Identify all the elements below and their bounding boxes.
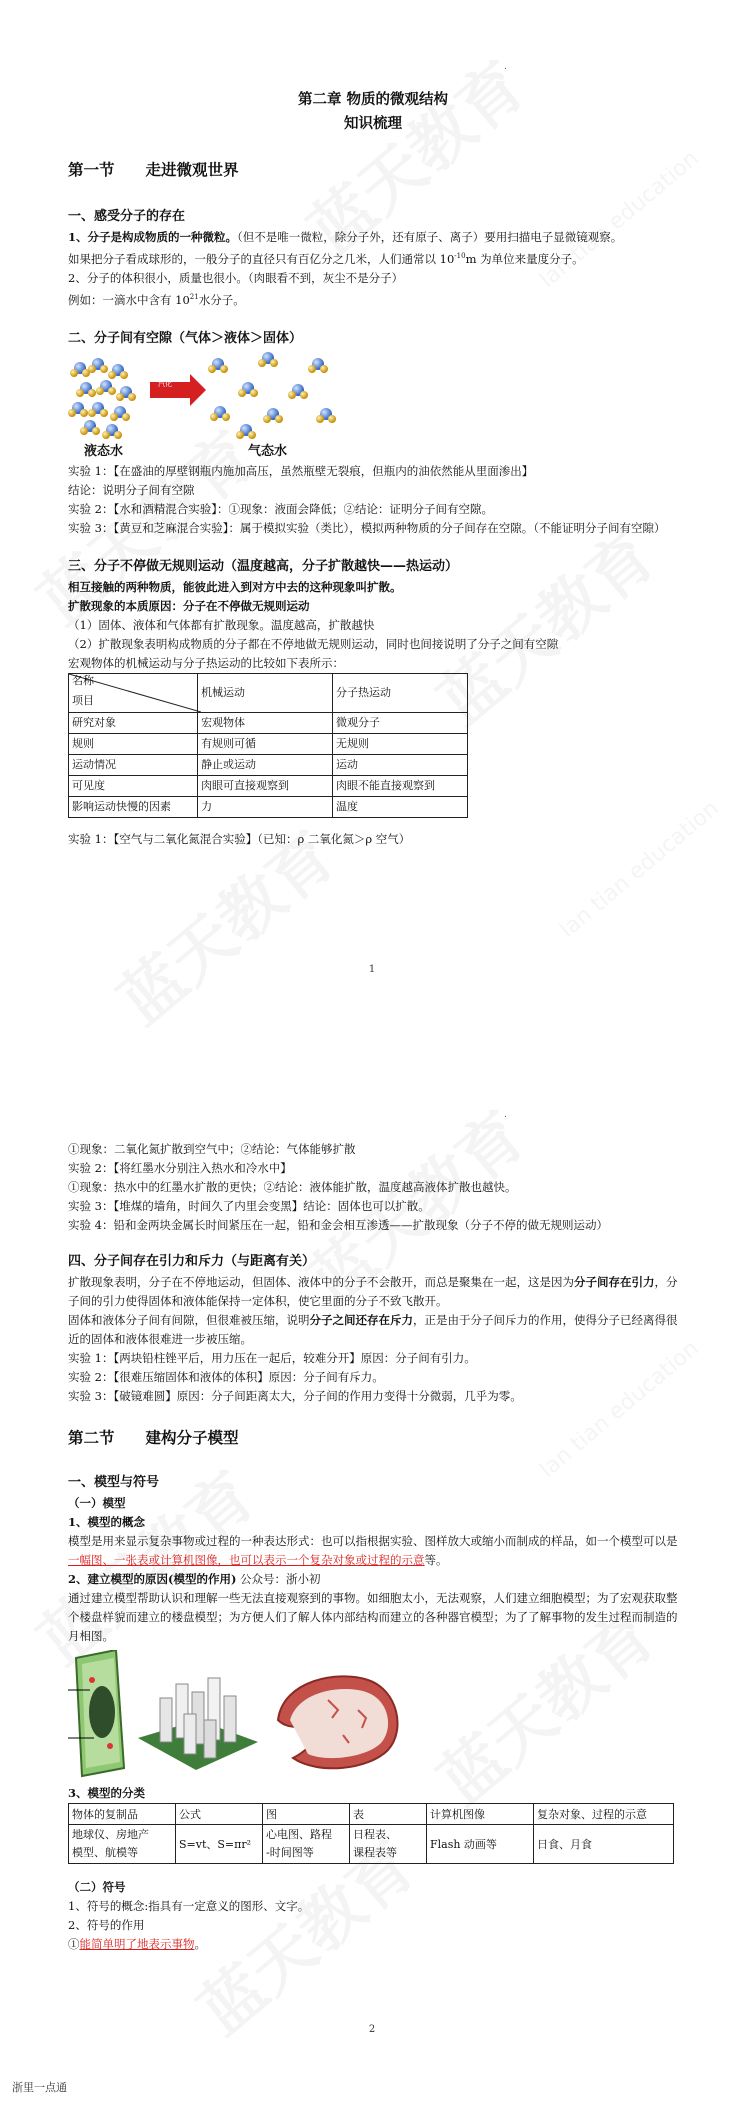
paragraph: 结论：说明分子间有空隙 (68, 482, 195, 497)
table-head-item: 项目 (72, 693, 94, 707)
table-cell: 无规则 (333, 733, 468, 754)
table-cell: 宏观物体 (198, 712, 333, 733)
subheading: 1、模型的概念 (68, 1515, 146, 1529)
table-cell: 表 (350, 1804, 427, 1825)
water-state-figure (68, 350, 358, 462)
motion-comparison-table (68, 673, 468, 818)
model-classification-table (68, 1803, 674, 1864)
table-cell: 机械运动 (198, 673, 333, 712)
paragraph: 如果把分子看成球形的，一般分子的直径只有百亿分之几米，人们通常以 $10^{-10}m$ 为单位来量度分子。 (68, 251, 584, 266)
table-cell: Flash 动画等 (427, 1825, 534, 1864)
paragraph: 1、符号的概念:指具有一定意义的图形、文字。 (68, 1899, 310, 1913)
table-row (69, 1825, 674, 1864)
table-cell: 力 (198, 796, 333, 817)
paragraph: 实验 1：【空气与二氧化氮混合实验】（已知：ρ 二氧化氮＞ρ 空气） (68, 831, 411, 846)
section-2-heading: 第二节 建构分子模型 (68, 1429, 239, 1447)
paragraph: 实验 3：【堆煤的墙角，时间久了内里会变黑】结论：固体也可以扩散。 (68, 1199, 430, 1213)
paragraph: 2、建立模型的原因(模型的作用) 公众号：浙小初 (68, 1572, 321, 1586)
paragraph: 固体和液体分子间有间隙，但很难被压缩，说明分子之间还存在斥力，正是由于分子间斥力的作用，使得分子已经离得很近的固体和液体很难进一步被压缩。 (68, 1313, 678, 1346)
table-row (69, 775, 468, 796)
table-cell: 肉眼不能直接观察到 (333, 775, 468, 796)
table-cell: 有规则可循 (198, 733, 333, 754)
paragraph: 扩散现象表明，分子在不停地运动，但固体、液体中的分子不会散开，而总是聚集在一起，这是因为分子间存在引力，分子间的引力使得固体和液体能保持一定体积，使它里面的分子不致飞散开。 (68, 1275, 678, 1308)
page-1 (0, 0, 744, 1040)
paragraph: 实验 1：【在盛油的厚壁钢瓶内施加高压，虽然瓶壁无裂痕，但瓶内的油依然能从里面渗出】 (68, 463, 534, 478)
heading-molecule-existence: 一、感受分子的存在 (68, 209, 186, 224)
subheading: （二）符号 (68, 1880, 126, 1894)
table-cell: 心电图、路程 -时间图等 (263, 1825, 350, 1864)
paragraph: ①现象：热水中的红墨水扩散的更快；②结论：液体能扩散，温度越高液体扩散也越快。 (68, 1180, 517, 1194)
chapter-subtitle: 知识梳理 (344, 116, 402, 132)
gas-molecules (208, 352, 336, 439)
paragraph: 实验 1：【两块铅柱锉平后，用力压在一起后，较难分开】原因：分子间有引力。 (68, 1351, 476, 1365)
table-cell: 地球仪、房地产 模型、航模等 (69, 1825, 176, 1864)
paragraph: ①现象：二氧化氮扩散到空气中；②结论：气体能够扩散 (68, 1142, 356, 1156)
model-images (68, 1650, 408, 1780)
table-cell: 肉眼可直接观察到 (198, 775, 333, 796)
section-1-heading: 第一节 走进微观世界 (68, 161, 239, 179)
page-2 (0, 1100, 744, 2104)
paragraph: ①能简单明了地表示事物。 (68, 1937, 206, 1951)
subheading: 3、模型的分类 (68, 1786, 146, 1800)
table-cell: 运动情况 (69, 754, 198, 775)
paragraph: 相互接触的两种物质，能彼此进入到对方中去的这种现象叫扩散。 (68, 579, 402, 594)
paragraph: 实验 2：【水和酒精混合实验】：①现象：液面会降低；②结论：证明分子间有空隙。 (68, 501, 493, 516)
table-cell: 温度 (333, 796, 468, 817)
paragraph: 例如：一滴水中含有 $10^{21}$水分子。 (68, 292, 245, 307)
building-model-icon (138, 1678, 258, 1770)
heading-molecular-forces: 四、分子间存在引力和斥力（与距离有关） (68, 1254, 316, 1269)
paragraph: 1、分子是构成物质的一种微粒。（但不是唯一微粒，除分子外，还有原子、离子）要用扫描电子显微镜观察。 (68, 230, 623, 244)
heading-molecule-motion: 三、分子不停做无规则运动（温度越高，分子扩散越快——热运动） (68, 558, 459, 574)
paragraph: 宏观物体的机械运动与分子热运动的比较如下表所示： (68, 655, 344, 670)
arrow-label: 汽化 (158, 379, 172, 388)
table-cell: 运动 (333, 754, 468, 775)
gas-water-label: 气态水 (248, 443, 288, 459)
subheading: （一）模型 (68, 1496, 126, 1510)
table-row (69, 673, 468, 712)
paragraph: 实验 2：【将红墨水分别注入热水和冷水中】 (68, 1161, 292, 1175)
table-cell: 复杂对象、过程的示意 (534, 1804, 674, 1825)
paragraph: （2）扩散现象表明构成物质的分子都在不停地做无规则运动，同时也间接说明了分子之间有空隙 (68, 636, 559, 651)
table-row (69, 733, 468, 754)
chapter-title: 第二章 物质的微观结构 (297, 92, 449, 108)
table-row (69, 796, 468, 817)
table-row (69, 754, 468, 775)
table-cell: 日程表、 课程表等 (350, 1825, 427, 1864)
paragraph: 实验 4：铅和金两块金属长时间紧压在一起，铅和金会相互渗透——扩散现象（分子不停的做无规则运动） (68, 1218, 608, 1232)
heading-molecule-gaps: 二、分子间有空隙（气体＞液体＞固体） (68, 330, 303, 346)
page-2-content (68, 1140, 678, 1954)
paragraph: 2、符号的作用 (68, 1918, 145, 1932)
table-cell: 图 (263, 1804, 350, 1825)
paragraph: （1）固体、液体和气体都有扩散现象。温度越高，扩散越快 (68, 617, 375, 632)
paragraph: 实验 3：【黄豆和芝麻混合实验】：属于模拟实验（类比），模拟两种物质的分子间存在空隙。（不能证明分子间有空隙） (68, 520, 666, 535)
page-number: 2 (368, 2024, 376, 2035)
table-cell: 公式 (176, 1804, 263, 1825)
paragraph: 通过建立模型帮助认识和理解一些无法直接观察到的事物。如细胞太小，无法观察，人们建立细胞模型；为了宏观获取整个楼盘样貌而建立的楼盘模型；为方便人们了解人体内部结构而建立的各种器官模型；为了了解事物的发生过程而制造的月相图。 (68, 1591, 678, 1643)
heading-model-symbol: 一、模型与符号 (68, 1475, 160, 1490)
page-number: 1 (368, 964, 376, 975)
paragraph: 实验 2：【很难压缩固体和液体的体积】原因：分子间有斥力。 (68, 1370, 384, 1384)
cell-model-icon (68, 1650, 124, 1776)
table-cell: 规则 (69, 733, 198, 754)
footer-text: 浙里一点通 (12, 2081, 67, 2094)
table-cell: 微观分子 (333, 712, 468, 733)
table-cell: S=vt、S=πr² (176, 1825, 263, 1864)
table-row (69, 712, 468, 733)
table-row (69, 1804, 674, 1825)
table-cell: 可见度 (69, 775, 198, 796)
table-cell: 影响运动快慢的因素 (69, 796, 198, 817)
paragraph: 实验 3：【破镜难圆】原因：分子间距离太大，分子间的作用力变得十分微弱，几乎为零。 (68, 1389, 522, 1403)
liquid-molecules (68, 358, 136, 439)
table-cell: 日食、月食 (534, 1825, 674, 1864)
liquid-water-label: 液态水 (84, 443, 124, 459)
table-cell: 计算机图像 (427, 1804, 534, 1825)
table-cell: 分子热运动 (333, 673, 468, 712)
paragraph: 模型是用来显示复杂事物或过程的一种表达形式：也可以指根据实验、图样放大或缩小而制成的样品，如一个模型可以是一幅图、一张表或计算机图像，也可以表示一个复杂对象或过程的示意等。 (68, 1534, 678, 1567)
table-cell: 静止或运动 (198, 754, 333, 775)
page-dot: . (504, 1110, 507, 1120)
table-head-name: 名称 (72, 673, 94, 687)
table-cell: 物体的复制品 (69, 1804, 176, 1825)
page-dot: . (504, 62, 507, 72)
stomach-model-icon (278, 1676, 398, 1768)
paragraph: 扩散现象的本质原因：分子在不停做无规则运动 (68, 598, 310, 613)
page-1-content (68, 88, 678, 849)
table-cell: 研究对象 (69, 712, 198, 733)
table-header-diagonal (69, 673, 198, 712)
paragraph: 2、分子的体积很小，质量也很小。（肉眼看不到，灰尘不是分子） (68, 270, 404, 285)
